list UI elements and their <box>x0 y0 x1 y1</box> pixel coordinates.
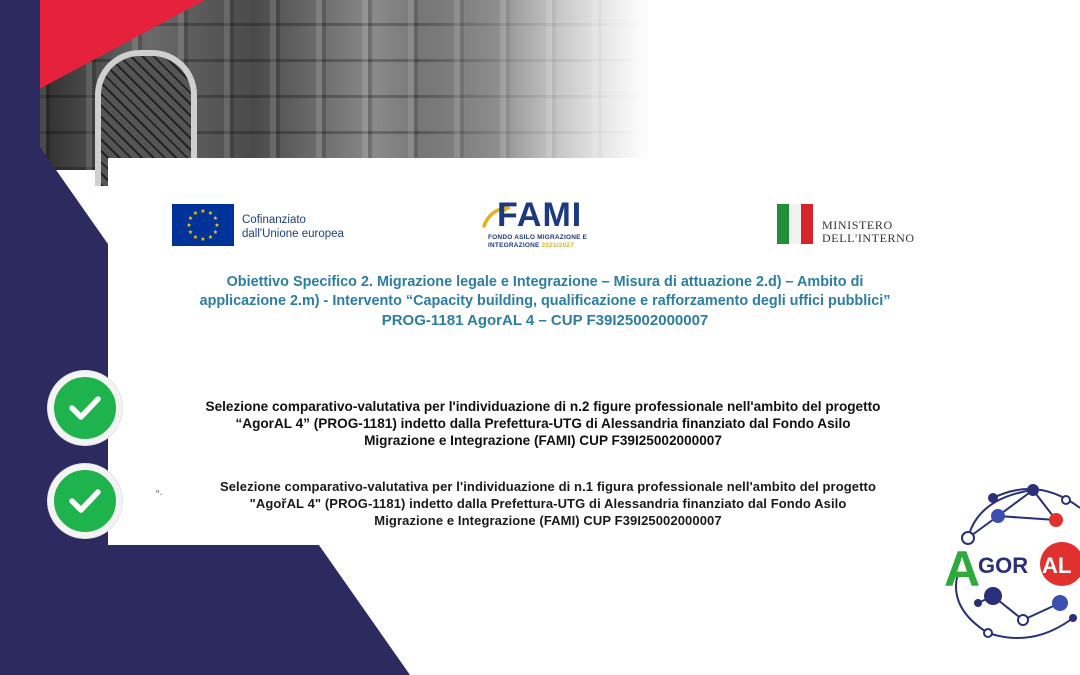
headline-line2: applicazione 2.m) - Intervento “Capacity building, qualificazione e rafforzamento degli uffici pubblici” <box>199 293 891 309</box>
svg-text:★: ★ <box>207 210 214 217</box>
svg-text:★: ★ <box>186 222 192 229</box>
check-circle-icon <box>48 464 122 538</box>
ministero-logo-text <box>822 219 915 245</box>
ministero-line1: MINISTERO <box>822 218 893 232</box>
agoral-logo <box>938 478 1080 643</box>
ministero-line2: DELL'INTERNO <box>822 231 915 245</box>
fami-sub-line1: FONDO ASILO MIGRAZIONE E <box>488 234 588 241</box>
eu-label-line1: Cofinanziato <box>242 214 306 226</box>
agoral-letters-al: AL <box>1042 553 1072 578</box>
agoral-letter-a: A <box>944 541 981 597</box>
fami-sub-years: 2021/2027 <box>541 242 575 249</box>
svg-text:★: ★ <box>200 208 206 215</box>
selection-notice-1[interactable] <box>143 398 943 449</box>
selection-notice-2[interactable] <box>148 478 948 529</box>
fami-logo-word: FAMI <box>497 196 583 234</box>
svg-text:★: ★ <box>212 215 219 222</box>
eu-cofinancing-label <box>242 213 344 241</box>
notice2-line1: Selezione comparativo-valutativa per l'individuazione di n.1 figura professionale nell'ambito del progetto <box>219 479 877 494</box>
eu-flag-icon <box>172 204 234 246</box>
svg-text:★: ★ <box>200 236 206 243</box>
notice2-line2: "AgořAL 4" (PROG-1181) indetto dalla Prefettura-UTG di Alessandria finanziato dal Fondo Asilo <box>249 496 847 511</box>
svg-text:★: ★ <box>214 222 220 229</box>
svg-text:★: ★ <box>207 234 214 241</box>
agoral-letters-gor: GOR <box>978 553 1029 578</box>
fami-sub-line2 <box>488 242 587 250</box>
notice1-line2: “AgorAL 4” (PROG-1181) indetto dalla Prefettura-UTG di Alessandria finanziato dal Fondo Asilo <box>235 416 851 431</box>
notice1-line3: Migrazione e Integrazione (FAMI) CUP F39I25002000007 <box>364 433 722 448</box>
svg-text:★: ★ <box>192 234 199 241</box>
svg-text:★: ★ <box>212 229 219 236</box>
headline-line3: PROG-1181 AgorAL 4 – CUP F39I25002000007 <box>381 312 709 329</box>
headline-line1: Obiettivo Specifico 2. Migrazione legale e Integrazione – Misura di attuazione 2.d) – Ambito di <box>226 274 864 290</box>
notice2-line3: Migrazione e Integrazione (FAMI) CUP F39I25002000007 <box>374 513 722 528</box>
project-headline <box>120 273 970 330</box>
eu-label-line2: dall'Unione europea <box>242 228 344 240</box>
italy-flag-icon <box>777 204 813 244</box>
svg-text:★: ★ <box>192 210 199 217</box>
fami-logo-subtitle <box>488 234 587 250</box>
stray-quote-mark: “· <box>156 489 163 500</box>
fami-sub-integrazione: INTEGRAZIONE <box>488 242 540 249</box>
svg-text:★: ★ <box>187 215 194 222</box>
check-circle-icon <box>48 371 122 445</box>
notice1-line1: Selezione comparativo-valutativa per l'individuazione di n.2 figure professionale nell'ambito del progetto <box>205 399 881 414</box>
svg-text:★: ★ <box>187 229 194 236</box>
